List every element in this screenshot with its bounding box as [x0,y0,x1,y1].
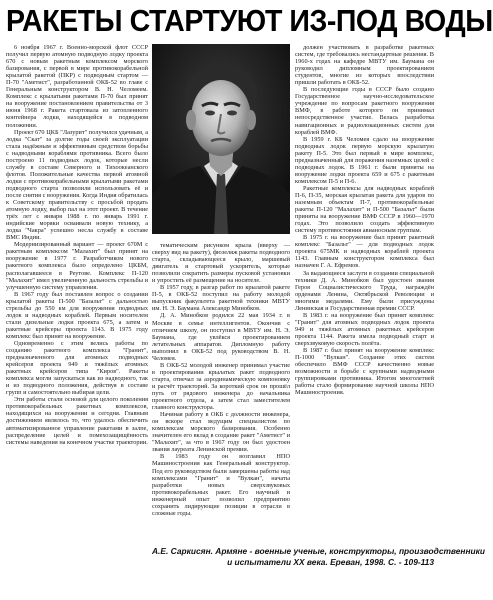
article-paragraph: В 1967 году был поставлен вопрос о создании крылатой ракеты П-500 "Базальт" с дальностью стрельбы до 550 км для вооружения подводных лодок и надводных кораблей. Первым носителем стали дизельные лодки проекта 675, а затем и ракетные крейсеры проекта 1143. В 1975 году комплекс был принят на вооружение. [6,290,148,340]
article-column-middle [152,242,290,543]
portrait-image [152,44,290,234]
article-paragraph: В 1957 году, в разгар работ по крылатой ракете П-5, в ОКБ-52 поступил на работу молодой выпускник факультета ракетной техники МВТУ им. Н. Э. Баумана Александр Минобков. [152,284,290,313]
article-paragraph: В 1959 г. КБ Челомея сдало на вооружение подводных лодок первую морскую крылатую ракету П-5. Это был первый в мире комплекс, предназначенный для поражения наземных целей с подводных лодок. В 1961 г. были приняты на вооружение лодки проекта 659 и 675 с ракетным комплексом П-5 и П-6. [295,135,434,185]
article-paragraph: должен участвовать в разработке ракетных систем, где требовались нестандартные решения. В 1960-х годах на кафедре МВТУ им. Баумана он руководил дипломным проектированием студентов, многие из которых впоследствии пришли работать в ОКБ-52. [295,44,434,87]
article-paragraph: В 1983 году он возглавил НПО Машиностроения как Генеральный конструктор. Под его руководством были завершены работы над комплексами "Гранит" и "Вулкан", начаты разработки новых сверхзвуковых противокорабельных ракет. Его научный и инженерный опыт позволил предприятию сохранить лидирующие позиции в отрасли в сложные годы. [152,453,290,517]
article-column-left [6,44,148,589]
citation-line-1: А.Е. Саркисян. Армяне - военные ученые, конструкторы, производственники [152,546,486,556]
article-paragraph: Проект 670 ЦКБ "Лазурит" получился удачным, а лодка "Скат" за долгие годы своей эксплуатации стала надёжным и эффективным средством борьбы с надводными кораблями противника. Всего было построено 11 подводных лодок, которые несли службу в составе Северного и Тихоокеанского флотов. Положительные качества первой атомной лодки с противокорабельными крылатыми ракетами подводного старта позволили использовать её и после снятия с вооружения. Когда Индия обратилась к Советскому правительству с просьбой продать атомную лодку, выбор пал на этот проект. В течение трёх лет с января 1988 г. по январь 1991 г. индийские моряки осваивали новую технику, а лодка "Чакра" успешно несла службу в составе ВМС Индии. [6,128,148,242]
article-paragraph: Д. А. Минобков родился 22 мая 1934 г. в Москве в семье интеллигентов. Окончив с отличием школу, он поступил в МВТУ им. Н. Э. Баумана, где увлёкся проектированием летательных аппаратов. Дипломную работу выполнил в ОКБ-52 под руководством В. Н. Челомея. [152,312,290,362]
headline: РАКЕТЫ СТАРТУЮТ ИЗ-ПОД ВОДЫ [6,3,493,38]
article-paragraph: Ракетные комплексы для надводных кораблей П-6, П-35, морская крылатая ракета для ударов по наземным объектам П-7, противокорабельные ракеты П-120 "Малахит" и П-500 "Базальт" были приняты на вооружение ВМФ СССР в 1960—1970 годах. Это позволило создать эффективную систему противостояния авианосным группам. [295,184,434,235]
article-paragraph: 6 ноября 1967 г. Военно-морской флот СССР получил первую атомную подводную лодку проекта 670 с новым ракетным комплексом морского базирования, с первой в мире противокорабельной крылатой ракетой (ПКР) с подводным стартом — П-70 "Аметист", разработанной ОКБ-52 во главе с Генеральным конструктором В. Н. Челомеем. Комплекс с крылатыми ракетами П-70 был принят на вооружение постановлением правительства от 3 июня 1968 г. Ракета стартовала из затопленного контейнера лодки, находящейся в подводном положении. [6,44,148,129]
source-citation [152,546,486,567]
portrait-photo [152,44,290,234]
article-paragraph: тематическим рисунком крыла (вверху — сверху вид на ракету), фюзеляж ракеты подводного старта, складывающееся крыло, маршевый двигатель и стартовый ускоритель, которые позволили сократить размеры пусковой установки и упростить её размещение на носителе. [152,242,290,285]
article-paragraph: За выдающиеся заслуги в создании специальной техники Д. А. Минобков был удостоен звания Героя Социалистического Труда, награждён орденами Ленина, Октябрьской Революции и многими медалями. Ему были присуждены Ленинская и Государственная премии СССР. [295,269,434,312]
article-paragraph: Одновременно с этим велись работы по созданию ракетного комплекса "Гранит", предназначенного для атомных подводных крейсеров проекта 949 и тяжёлых атомных ракетных крейсеров типа "Киров". Ракеты комплекса могли запускаться как из надводного, так и из подводного положения, действуя в составе групп и самостоятельно выбирая цели. [6,339,148,397]
article-paragraph: В ОКБ-52 молодой инженер принимал участие в проектировании крылатых ракет подводного старта, отвечал за аэродинамическую компоновку и расчёт траекторий. За короткий срок он прошёл путь от рядового инженера до начальника проектного отдела, а затем стал заместителем главного конструктора. [152,361,290,412]
citation-line-2: и испытатели XX века. Ереван, 1998. С. - 109-113 [227,556,434,567]
article-paragraph: В 1983 г. на вооружение был принят комплекс "Гранит" для атомных подводных лодок проекта 949 и тяжёлых атомных ракетных крейсеров проекта 1144. Ракета имела подводный старт и сверхзвуковую скорость полёта. [295,311,434,347]
article-column-right [295,44,434,543]
article-paragraph: В последующие годы в СССР было создано Государственное научно-исследовательское учреждение по вопросам ракетного вооружения ВМФ, в работе которого он принимал непосредственное участие. Велась разработка навигационных и радиолокационных систем для кораблей ВМФ. [295,86,434,136]
article-paragraph: В 1975 г. на вооружение был принят ракетный комплекс "Базальт" — для подводных лодок проекта 675МК и надводных кораблей проекта 1143. Главным конструктором комплекса был назначен Г. А. Ефремов. [295,234,434,270]
article-paragraph: В 1987 г. был принят на вооружение комплекс П-1000 "Вулкан". Создание этих систем обеспечило ВМФ СССР качественно новые возможности в борьбе с крупными надводными группировками противника. Итогом многолетней работы стало формирование научной школы НПО Машиностроения. [295,347,434,397]
article-paragraph: Модернизированный вариант — проект 670М с ракетным комплексом "Малахит" был принят на вооружение в 1977 г. Разработчиком нового ракетного комплекса было определено ЦКБМ, располагавшееся в Реутове. Комплекс П-120 "Малахит" имел увеличенную дальность стрельбы и улучшенную систему управления. [6,241,148,291]
article-paragraph: Эти работы стали основой для целого поколения противокорабельных ракетных комплексов, находящихся на вооружении и сегодня. Главным достижением являлось то, что удалось обеспечить автоматизированное управление ракетами в залпе, распределение целей и помехозащищённость системы наведения на конечном участке траектории. [6,396,148,446]
article-paragraph: Начиная работу в ОКБ с должности инженера, он вскоре стал ведущим специалистом по комплексам морского базирования. Особенно значителен его вклад в создание ракет "Аметист" и "Малахит", за что в 1967 году он был удостоен звания лауреата Ленинской премии. [152,411,290,454]
